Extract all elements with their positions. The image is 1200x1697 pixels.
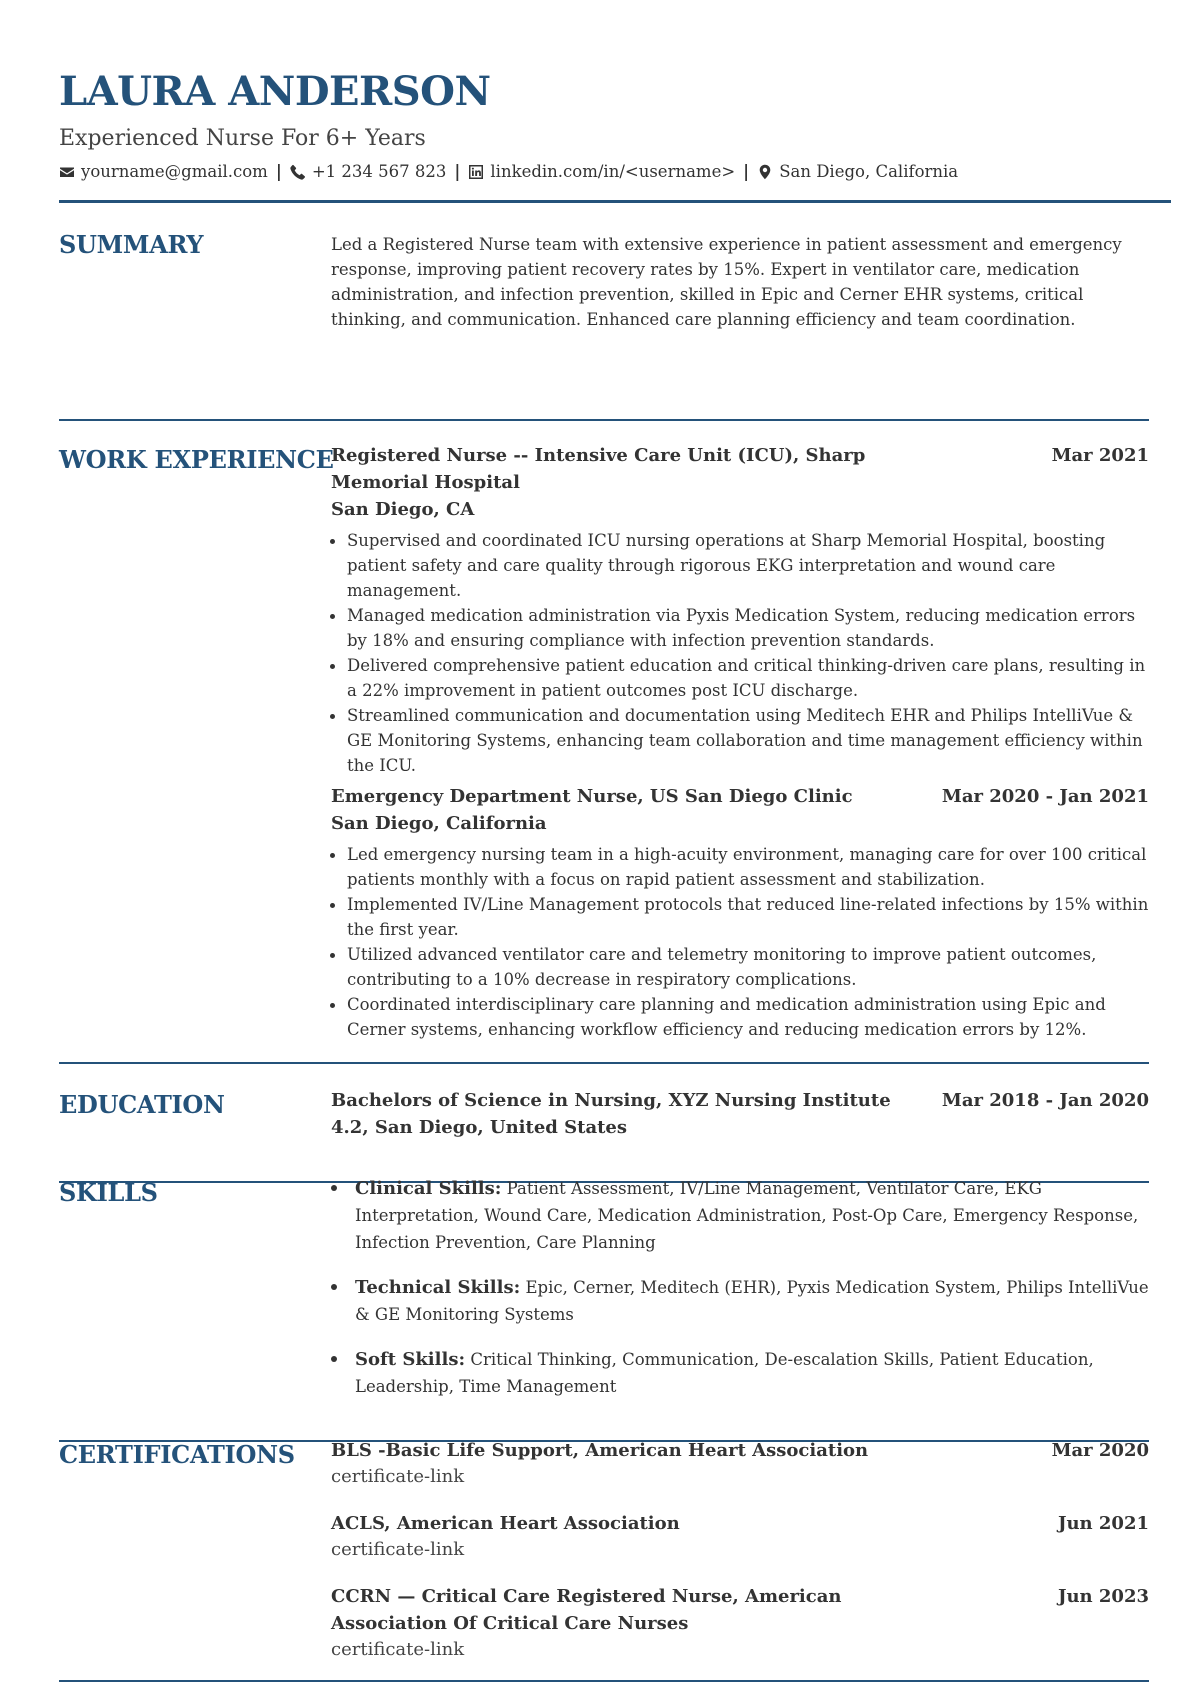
- section-divider: [59, 1680, 1149, 1682]
- list-item: Led emergency nursing team in a high-acuity environment, managing care for over 100 critical patients monthly with a focus on rapid patient assessment and stabilization.: [331, 842, 1149, 892]
- certification-entry: [331, 1510, 1149, 1562]
- certification-date: Jun 2021: [1057, 1513, 1149, 1534]
- certification-entry: [331, 1583, 1149, 1662]
- summary-heading: SUMMARY: [59, 230, 204, 259]
- skill-label: Clinical Skills:: [355, 1178, 502, 1199]
- list-item: Delivered comprehensive patient education and critical thinking-driven care plans, resulting in a 22% improvement in patient outcomes post ICU discharge.: [331, 653, 1149, 703]
- contact-email-text: yourname@gmail.com: [81, 162, 268, 182]
- location-pin-icon: [757, 164, 773, 180]
- list-item: Implemented IV/Line Management protocols that reduced line-related infections by 15% within the first year.: [331, 892, 1149, 942]
- job-bullets: [331, 528, 1149, 778]
- certification-name: BLS -Basic Life Support, American Heart Association: [331, 1440, 869, 1461]
- job-title: Registered Nurse -- Intensive Care Unit (ICU), Sharp Memorial Hospital: [331, 445, 866, 493]
- certifications-heading: CERTIFICATIONS: [59, 1440, 295, 1469]
- job-entry: [331, 783, 1149, 1042]
- certificate-link[interactable]: certificate-link: [331, 1466, 465, 1487]
- job-date: Mar 2020 - Jan 2021: [941, 786, 1149, 807]
- education-detail: 4.2, San Diego, United States: [331, 1117, 628, 1138]
- skill-text: Patient Assessment, IV/Line Management, Ventilator Care, EKG Interpretation, Wound Care, Medication Administration, Post-Op Care, Emergency Response, Infection Prevention, Care Planning: [355, 1179, 1139, 1252]
- list-item: Utilized advanced ventilator care and telemetry monitoring to improve patient outcomes, contributing to a 10% decrease in respiratory complications.: [331, 942, 1149, 992]
- contact-email[interactable]: [59, 162, 268, 181]
- header-divider: [59, 200, 1171, 203]
- education-date: Mar 2018 - Jan 2020: [941, 1090, 1149, 1111]
- skill-label: Soft Skills:: [355, 1349, 466, 1370]
- skill-label: Technical Skills:: [355, 1277, 521, 1298]
- certificate-link[interactable]: certificate-link: [331, 1639, 465, 1660]
- contact-phone-text: +1 234 567 823: [311, 162, 447, 182]
- contact-linkedin-text: linkedin.com/in/<username>: [490, 162, 736, 182]
- contact-separator: |: [743, 162, 750, 182]
- job-date: Mar 2021: [1051, 445, 1149, 466]
- contact-bar: [59, 162, 1171, 181]
- experience-heading: WORK EXPERIENCE: [59, 445, 334, 474]
- summary-section: [59, 230, 1149, 420]
- job-title: Emergency Department Nurse, US San Diego Clinic: [331, 786, 853, 807]
- contact-location-text: San Diego, California: [779, 162, 959, 182]
- linkedin-icon: [468, 164, 484, 180]
- certification-name: ACLS, American Heart Association: [331, 1513, 680, 1534]
- experience-section: [59, 445, 1149, 1065]
- section-divider: [59, 1062, 1149, 1064]
- skill-item: [331, 1274, 1149, 1328]
- certification-name: CCRN — Critical Care Registered Nurse, American Association Of Critical Care Nurses: [331, 1586, 842, 1634]
- contact-separator: |: [275, 162, 282, 182]
- job-bullets: [331, 842, 1149, 1042]
- list-item: Coordinated interdisciplinary care planning and medication administration using Epic and Cerner systems, enhancing workflow efficiency and reducing medication errors by 12%.: [331, 992, 1149, 1042]
- skills-list: [331, 1175, 1149, 1400]
- resume-page: [59, 68, 1171, 1660]
- certification-date: Jun 2023: [1057, 1586, 1149, 1607]
- contact-location: [757, 162, 958, 181]
- education-entry: [331, 1087, 1149, 1141]
- certification-entry: [331, 1437, 1149, 1489]
- list-item: Managed medication administration via Pyxis Medication System, reducing medication errors by 18% and ensuring compliance with infection prevention standards.: [331, 603, 1149, 653]
- skill-text: Epic, Cerner, Meditech (EHR), Pyxis Medication System, Philips IntelliVue & GE Monitoring Systems: [355, 1278, 1149, 1324]
- list-item: Supervised and coordinated ICU nursing operations at Sharp Memorial Hospital, boosting patient safety and care quality through rigorous EKG interpretation and wound care management.: [331, 528, 1149, 603]
- section-divider: [59, 419, 1149, 421]
- candidate-subtitle: Experienced Nurse For 6+ Years: [59, 126, 426, 151]
- degree-title: Bachelors of Science in Nursing, XYZ Nursing Institute: [331, 1090, 891, 1111]
- candidate-name: LAURA ANDERSON: [59, 68, 491, 115]
- education-heading: EDUCATION: [59, 1090, 225, 1119]
- education-section: [59, 1090, 1149, 1183]
- contact-phone[interactable]: [290, 162, 447, 181]
- skill-item: [331, 1175, 1149, 1256]
- list-item: Streamlined communication and documentation using Meditech EHR and Philips IntelliVue & GE Monitoring Systems, enhancing team collaboration and time management efficiency within the ICU.: [331, 703, 1149, 778]
- skills-heading: SKILLS: [59, 1178, 158, 1207]
- job-location: San Diego, California: [331, 813, 547, 834]
- contact-linkedin[interactable]: [468, 162, 735, 181]
- summary-text: Led a Registered Nurse team with extensive experience in patient assessment and emergency response, improving patient recovery rates by 15%. Expert in ventilator care, medication administration, and infection prevention, skilled in Epic and Cerner EHR systems, critical thinking, and communication. Enhanced care planning efficiency and team coordination.: [331, 235, 1122, 329]
- job-location: San Diego, CA: [331, 499, 475, 520]
- skill-text: Critical Thinking, Communication, De-escalation Skills, Patient Education, Leadership, Time Management: [355, 1350, 1094, 1396]
- envelope-icon: [59, 164, 75, 180]
- certificate-link[interactable]: certificate-link: [331, 1539, 465, 1560]
- certifications-section: [59, 1440, 1149, 1680]
- certification-date: Mar 2020: [1051, 1440, 1149, 1461]
- contact-separator: |: [454, 162, 461, 182]
- job-entry: [331, 442, 1149, 778]
- skills-section: [59, 1178, 1149, 1443]
- phone-icon: [290, 164, 306, 180]
- skill-item: [331, 1346, 1149, 1400]
